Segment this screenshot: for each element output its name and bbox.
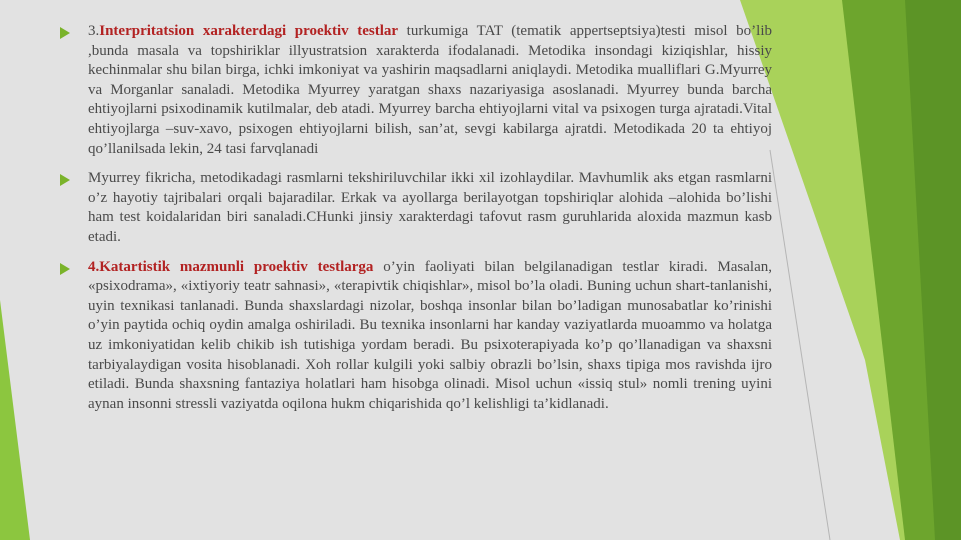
paragraph-2 [88,169,772,247]
bullet-paragraph-3 [60,258,772,415]
bullet-arrow-icon [60,27,70,39]
left-green-shape [0,300,30,540]
bullet-arrow-icon [60,174,70,186]
slide-content [60,22,772,424]
paragraph-1-lead: 3. [88,23,100,39]
paragraph-3 [88,258,772,415]
paragraph-2-body: Myurrey fikricha, metodikadagi rasmlarni tekshiriluvchilar ikki xil izohlaydilar. Mavhumlik aks etgan rasmlarni o’z hayotiy tajribalari orqali bajaradilar. Erkak va ayollarga berilayotgan topshiriqlar alohida –alohida bo’lishi ham test koidalaridan biri sanaladi.CHunki jinsiy xarakterdagi tafovut rasm guruhlarida aloxida mazmun kasb etadi. [88,170,772,245]
bullet-paragraph-1 [60,22,772,159]
bullet-paragraph-2 [60,169,772,247]
bullet-arrow-icon [60,263,70,275]
paragraph-1-body: turkumiga TAT (tematik appertseptsiya)testi misol bo’lib ,bunda masala va topshiriklar illyustratsion xarakterda ifodalanadi. Metodika insondagi kiziqishlar, hissiy kechinmalar shu bilan birga, ichki imkoniyat va yashirin maqsadlarni aniqlaydi. Metodika mualliflari G.Myurrey va Morganlar sanaladi. Metodika Myurrey yaratgan shaxs nazariyasiga asoslanadi. Myurrey bunda barcha ehtiyojlarni psixodinamik kutilmalar, deb atadi. Myurrey barcha ehtiyojlarni vital va psixogen turga ajratadi.Vital ehtiyojlarga –suv-xavo, psixogen ehtiyojlarni bilish, san’at, sevgi kabilarga ajratdi. Metodikada 20 ta ehtiyoj qo’llanilsada lekin, 24 tasi farvqlanadi [88,23,772,157]
paragraph-1 [88,22,772,159]
paragraph-3-highlight: 4.Katartistik mazmunli proektiv testlarga [88,258,374,275]
paragraph-3-body: o’yin faoliyati bilan belgilanadigan testlar kiradi. Masalan, «psixodrama», «ixtiyoriy teatr sahnasi», «terapivtik chiqishlar», misol bo’la oladi. Buning uchun shart-tanlanishi, uyin texnikasi tanlanadi. Bunda shaxslardagi nizolar, boshqa insonlar bilan bo’ladigan munosabatlar ko’rinishi o’yin paytida ochiq oydin amalga oshiriladi. Bu texnika insonlarni har kanday vaziyatlarda muoammo va holatga uz imkoniyatidan kelib chikib ish tutishiga yordam beradi. Bu psixoterapiyada ko’p qo’llanadigan va shaxsni tarbiyalaydigan vosita hisoblanadi. Xoh rollar kulgili yoki salbiy obrazli bo’lsin, shaxs tipiga mos ravishda ijro etiladi. Bunda shaxsning fantaziya holatlari ham hisobga olinadi. Misol uchun «issiq stul» nomli trening uyini aynan insonni stressli vaziyatda oqilona hukm chiqarishida qo’l kelishligi ta’kidlanadi. [88,258,773,412]
paragraph-1-highlight: Interpritatsion xarakterdagi proektiv testlar [99,23,399,39]
